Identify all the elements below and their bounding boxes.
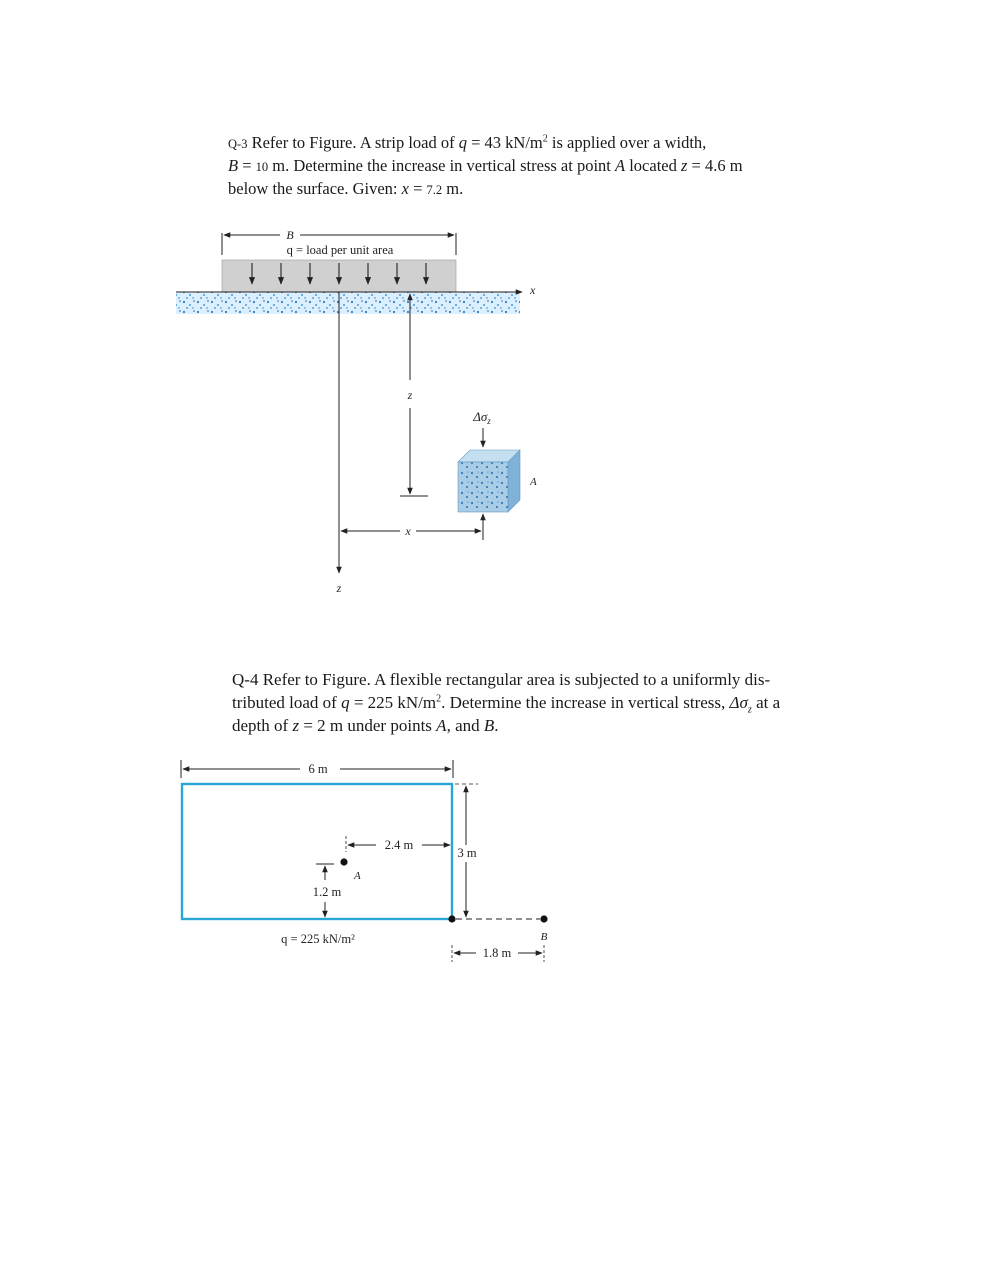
delta-sigma-label: $\Delta\sigma_z$ <box>473 409 491 426</box>
dim-1-2m-label: 1.2 m <box>312 885 342 899</box>
dim-1-8m-label: 1.8 m <box>482 946 512 960</box>
x-axis-label: x <box>530 283 536 297</box>
load-label: q = load per unit area <box>286 243 394 257</box>
point-a <box>340 858 347 865</box>
point-a-label: A <box>530 476 537 488</box>
q3-label: Q-3 <box>228 137 248 151</box>
x-dim-label: x <box>405 524 411 538</box>
load-q-label: q = 225 kN/m² <box>281 932 355 946</box>
point-b-label: B <box>540 931 548 943</box>
point-b <box>540 915 547 922</box>
z-depth-label: z <box>407 388 413 402</box>
width-6m-label: 6 m <box>308 762 328 776</box>
z-axis-label: z <box>336 581 342 595</box>
corner-point <box>448 915 455 922</box>
b-label: B <box>286 228 294 242</box>
q4-label: Q-4 <box>232 670 259 689</box>
dim-3m-label: 3 m <box>457 846 477 860</box>
question-4-text: Q-4 Refer to Figure. A flexible rectangular area is subjected to a uniformly dis- tributed load of q = 225 $kN/m^2$. Determine the increase in vertical stress, $\Delta\sigma_z$ at a depth of z = 2 m under points A, and B. <box>232 670 781 735</box>
point-a-label: A <box>354 870 361 882</box>
dim-2-4m-label: 2.4 m <box>384 838 414 852</box>
question-3-text: Q-3 Refer to Figure. A strip load of q = 43 $kN/m^2$ is applied over a width, B = 10 m. Determine the increase in vertical stress at point A located z = 4.6 m below the surface. Given: x = 7.2 m. <box>228 133 743 198</box>
